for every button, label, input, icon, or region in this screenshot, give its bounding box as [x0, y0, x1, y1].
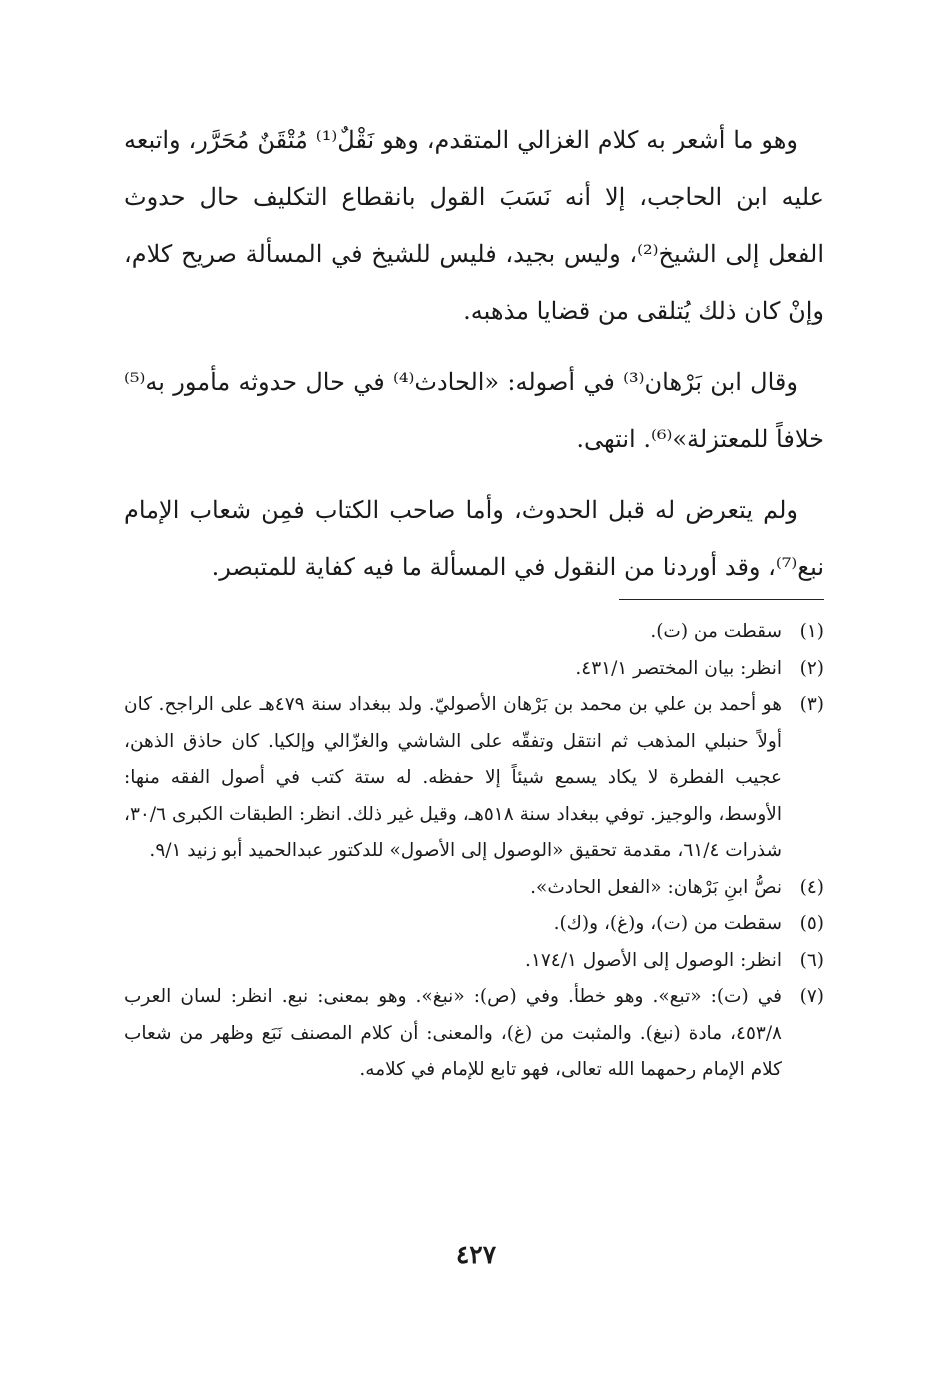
footnote-text: سقطت من (ت)، و(غ)، و(ك). — [553, 913, 782, 934]
paragraph-1: وهو ما أشعر به كلام الغزالي المتقدم، وهو نَقْلٌ⁽¹⁾ مُتْقَنٌ مُحَرَّر، واتبعه عليه ابن الحاجب، إلا أنه نَسَبَ القول بانقطاع التكليف حال حدوث الفعل إلى الشيخ⁽²⁾، وليس بجيد، فليس للشيخ في المسألة صريح كلام، وإنْ كان ذلك يُتلقى من قضايا مذهبه. — [124, 126, 824, 325]
footnote-number: (٤) — [799, 876, 824, 898]
footnote-1 — [124, 614, 824, 651]
footnote-number: (٦) — [799, 949, 824, 971]
footnotes-section — [124, 614, 824, 1089]
footnote-text: انظر: بيان المختصر ٤٣١/١. — [575, 657, 782, 679]
footnote-3 — [124, 687, 824, 870]
footnote-text: سقطت من (ت). — [650, 621, 782, 642]
footnote-2 — [124, 651, 824, 688]
paragraph-2: وقال ابن بَرْهان⁽³⁾ في أصوله: «الحادث⁽⁴⁾ في حال حدوثه مأمور به⁽⁵⁾ خلافاً للمعتزلة»⁽⁶⁾. انتهى. — [124, 368, 824, 453]
footnote-4 — [124, 870, 824, 907]
footnote-number: (٧) — [799, 986, 824, 1007]
footnote-text: انظر: الوصول إلى الأصول ١٧٤/١. — [525, 949, 782, 971]
footnote-text: في (ت): «تبع». وهو خطأ. وفي (ص): «نبغ». وهو بمعنى: نبع. انظر: لسان العرب ٤٥٣/٨، مادة (نبغ). والمثبت من (غ)، والمعنى: أن كلام المصنف نَبَع وظهر من شعاب كلام الإمام رحمهما الله تعالى، فهو تابع للإمام في كلامه. — [124, 986, 782, 1080]
footnote-text: هو أحمد بن علي بن محمد بن بَرْهان الأصوليّ. ولد ببغداد سنة ٤٧٩هـ على الراجح. كان أولاً حنبلي المذهب ثم انتقل وتفقّه على الشاشي والغزّالي وإلكيا. كان حاذق الذهن، عجيب الفطرة لا يكاد يسمع شيئاً إلا حفظه. له ستة كتب في أصول الفقه منها: الأوسط، والوجيز. توفي ببغداد سنة ٥١٨هـ، وقيل غير ذلك. انظر: الطبقات الكبرى ٣٠/٦، شذرات ٦١/٤، مقدمة تحقيق «الوصول إلى الأصول» للدكتور عبدالحميد أبو زنيد ٩/١. — [124, 694, 783, 861]
footnote-number: (٢) — [799, 657, 824, 679]
footnote-text: نصُّ ابنِ بَرْهان: «الفعل الحادث». — [530, 876, 782, 898]
paragraph-3: ولم يتعرض له قبل الحدوث، وأما صاحب الكتاب فمِن شعاب الإمام نبع⁽⁷⁾، وقد أوردنا من النقول في المسألة ما فيه كفاية للمتبصر. — [124, 496, 824, 581]
footnote-6 — [124, 943, 824, 980]
footnote-5 — [124, 906, 824, 943]
page-number: ٤٢٧ — [455, 1240, 497, 1269]
footnote-7 — [124, 979, 824, 1089]
footnote-number: (١) — [799, 621, 824, 642]
footnote-number: (٣) — [799, 694, 824, 715]
footnote-number: (٥) — [799, 913, 824, 934]
main-text-body — [124, 112, 824, 610]
footnote-separator — [619, 599, 824, 600]
